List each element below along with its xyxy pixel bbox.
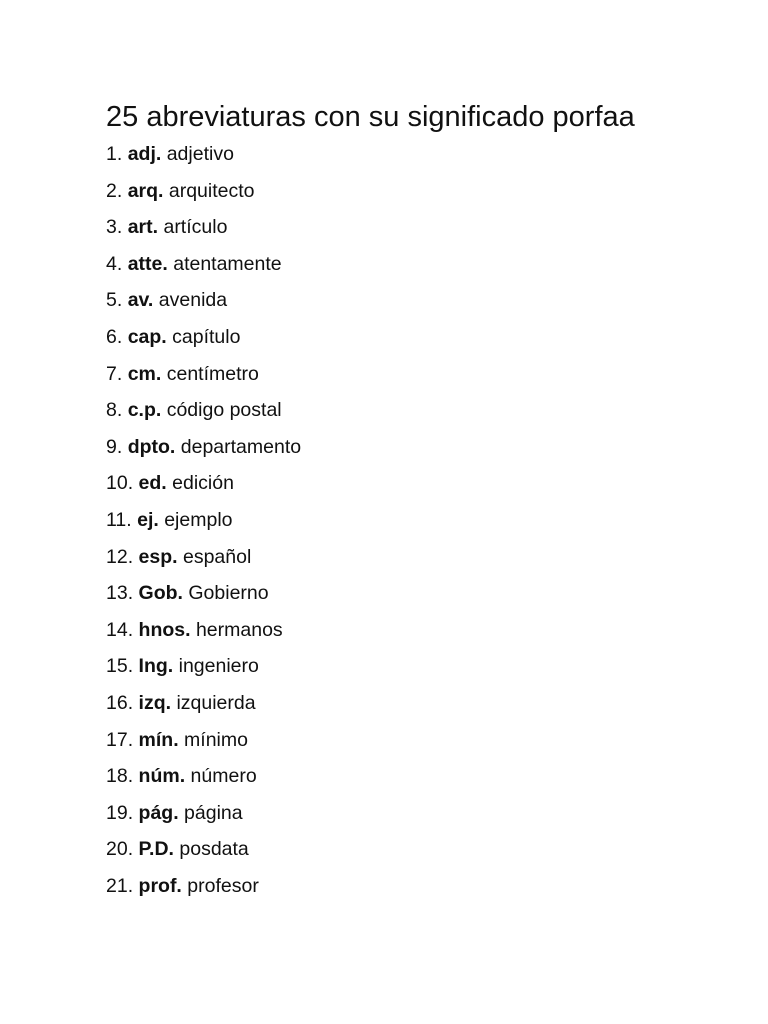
item-abbreviation: núm.	[138, 765, 186, 788]
list-item	[106, 360, 301, 397]
item-meaning: edición	[172, 472, 234, 495]
item-meaning: arquitecto	[168, 179, 255, 202]
item-number: 17.	[106, 728, 134, 751]
item-number: 8.	[106, 399, 123, 422]
item-number: 5.	[106, 289, 123, 312]
list-item	[106, 652, 301, 689]
item-number: 6.	[106, 325, 123, 348]
list-item	[106, 433, 301, 470]
list-item	[106, 506, 301, 543]
list-item	[106, 286, 301, 323]
item-meaning: código postal	[166, 399, 282, 422]
item-abbreviation: izq.	[138, 691, 172, 714]
list-item	[106, 469, 301, 506]
list-item	[106, 835, 301, 872]
item-meaning: izquierda	[176, 691, 256, 714]
abbreviation-list	[106, 140, 301, 908]
item-meaning: Gobierno	[188, 582, 269, 605]
item-abbreviation: atte.	[127, 252, 168, 275]
item-meaning: departamento	[180, 435, 302, 458]
item-abbreviation: cm.	[127, 362, 162, 385]
item-number: 14.	[106, 618, 134, 641]
item-meaning: avenida	[158, 289, 228, 312]
item-meaning: hermanos	[195, 618, 283, 641]
list-item	[106, 579, 301, 616]
item-number: 1.	[106, 143, 123, 165]
item-meaning: número	[190, 765, 257, 788]
item-abbreviation: arq.	[127, 179, 164, 202]
list-item	[106, 140, 301, 177]
item-meaning: adjetivo	[166, 143, 234, 165]
item-meaning: ingeniero	[178, 655, 259, 678]
list-item	[106, 799, 301, 836]
item-number: 15.	[106, 655, 134, 678]
item-meaning: posdata	[179, 838, 249, 861]
item-abbreviation: c.p.	[127, 399, 162, 422]
item-abbreviation: Ing.	[138, 655, 174, 678]
item-abbreviation: ed.	[138, 472, 167, 495]
list-item	[106, 762, 301, 799]
item-meaning: español	[182, 545, 252, 568]
item-meaning: profesor	[187, 874, 259, 897]
item-meaning: ejemplo	[164, 508, 233, 531]
item-number: 4.	[106, 252, 123, 275]
item-abbreviation: Gob.	[138, 582, 183, 605]
list-item	[106, 689, 301, 726]
item-abbreviation: mín.	[138, 728, 179, 751]
item-abbreviation: ej.	[137, 508, 159, 531]
item-number: 20.	[106, 838, 134, 861]
item-abbreviation: pág.	[138, 801, 179, 824]
item-abbreviation: cap.	[127, 325, 167, 348]
list-item	[106, 726, 301, 763]
list-item	[106, 872, 301, 909]
list-item	[106, 323, 301, 360]
document-title: 25 abreviaturas con su significado porfaa	[106, 101, 635, 133]
list-item	[106, 616, 301, 653]
item-number: 9.	[106, 435, 123, 458]
item-meaning: mínimo	[184, 728, 248, 751]
item-number: 12.	[106, 545, 134, 568]
item-number: 7.	[106, 362, 123, 385]
item-number: 16.	[106, 691, 134, 714]
item-abbreviation: av.	[127, 289, 154, 312]
item-meaning: página	[184, 801, 243, 824]
item-number: 2.	[106, 179, 123, 202]
item-meaning: artículo	[163, 216, 228, 239]
list-item	[106, 250, 301, 287]
list-item	[106, 213, 301, 250]
list-item	[106, 396, 301, 433]
item-number: 3.	[106, 216, 123, 239]
item-number: 10.	[106, 472, 134, 495]
item-number: 19.	[106, 801, 134, 824]
list-item	[106, 543, 301, 580]
item-abbreviation: dpto.	[127, 435, 176, 458]
item-meaning: centímetro	[166, 362, 259, 385]
item-meaning: atentamente	[173, 252, 282, 275]
item-abbreviation: prof.	[138, 874, 182, 897]
item-abbreviation: hnos.	[138, 618, 191, 641]
item-meaning: capítulo	[172, 325, 241, 348]
item-abbreviation: adj.	[127, 143, 162, 165]
item-abbreviation: P.D.	[138, 838, 174, 861]
list-item	[106, 177, 301, 214]
item-number: 21.	[106, 874, 134, 897]
item-number: 11.	[106, 508, 132, 531]
item-abbreviation: esp.	[138, 545, 178, 568]
item-abbreviation: art.	[127, 216, 159, 239]
item-number: 18.	[106, 765, 134, 788]
item-number: 13.	[106, 582, 134, 605]
